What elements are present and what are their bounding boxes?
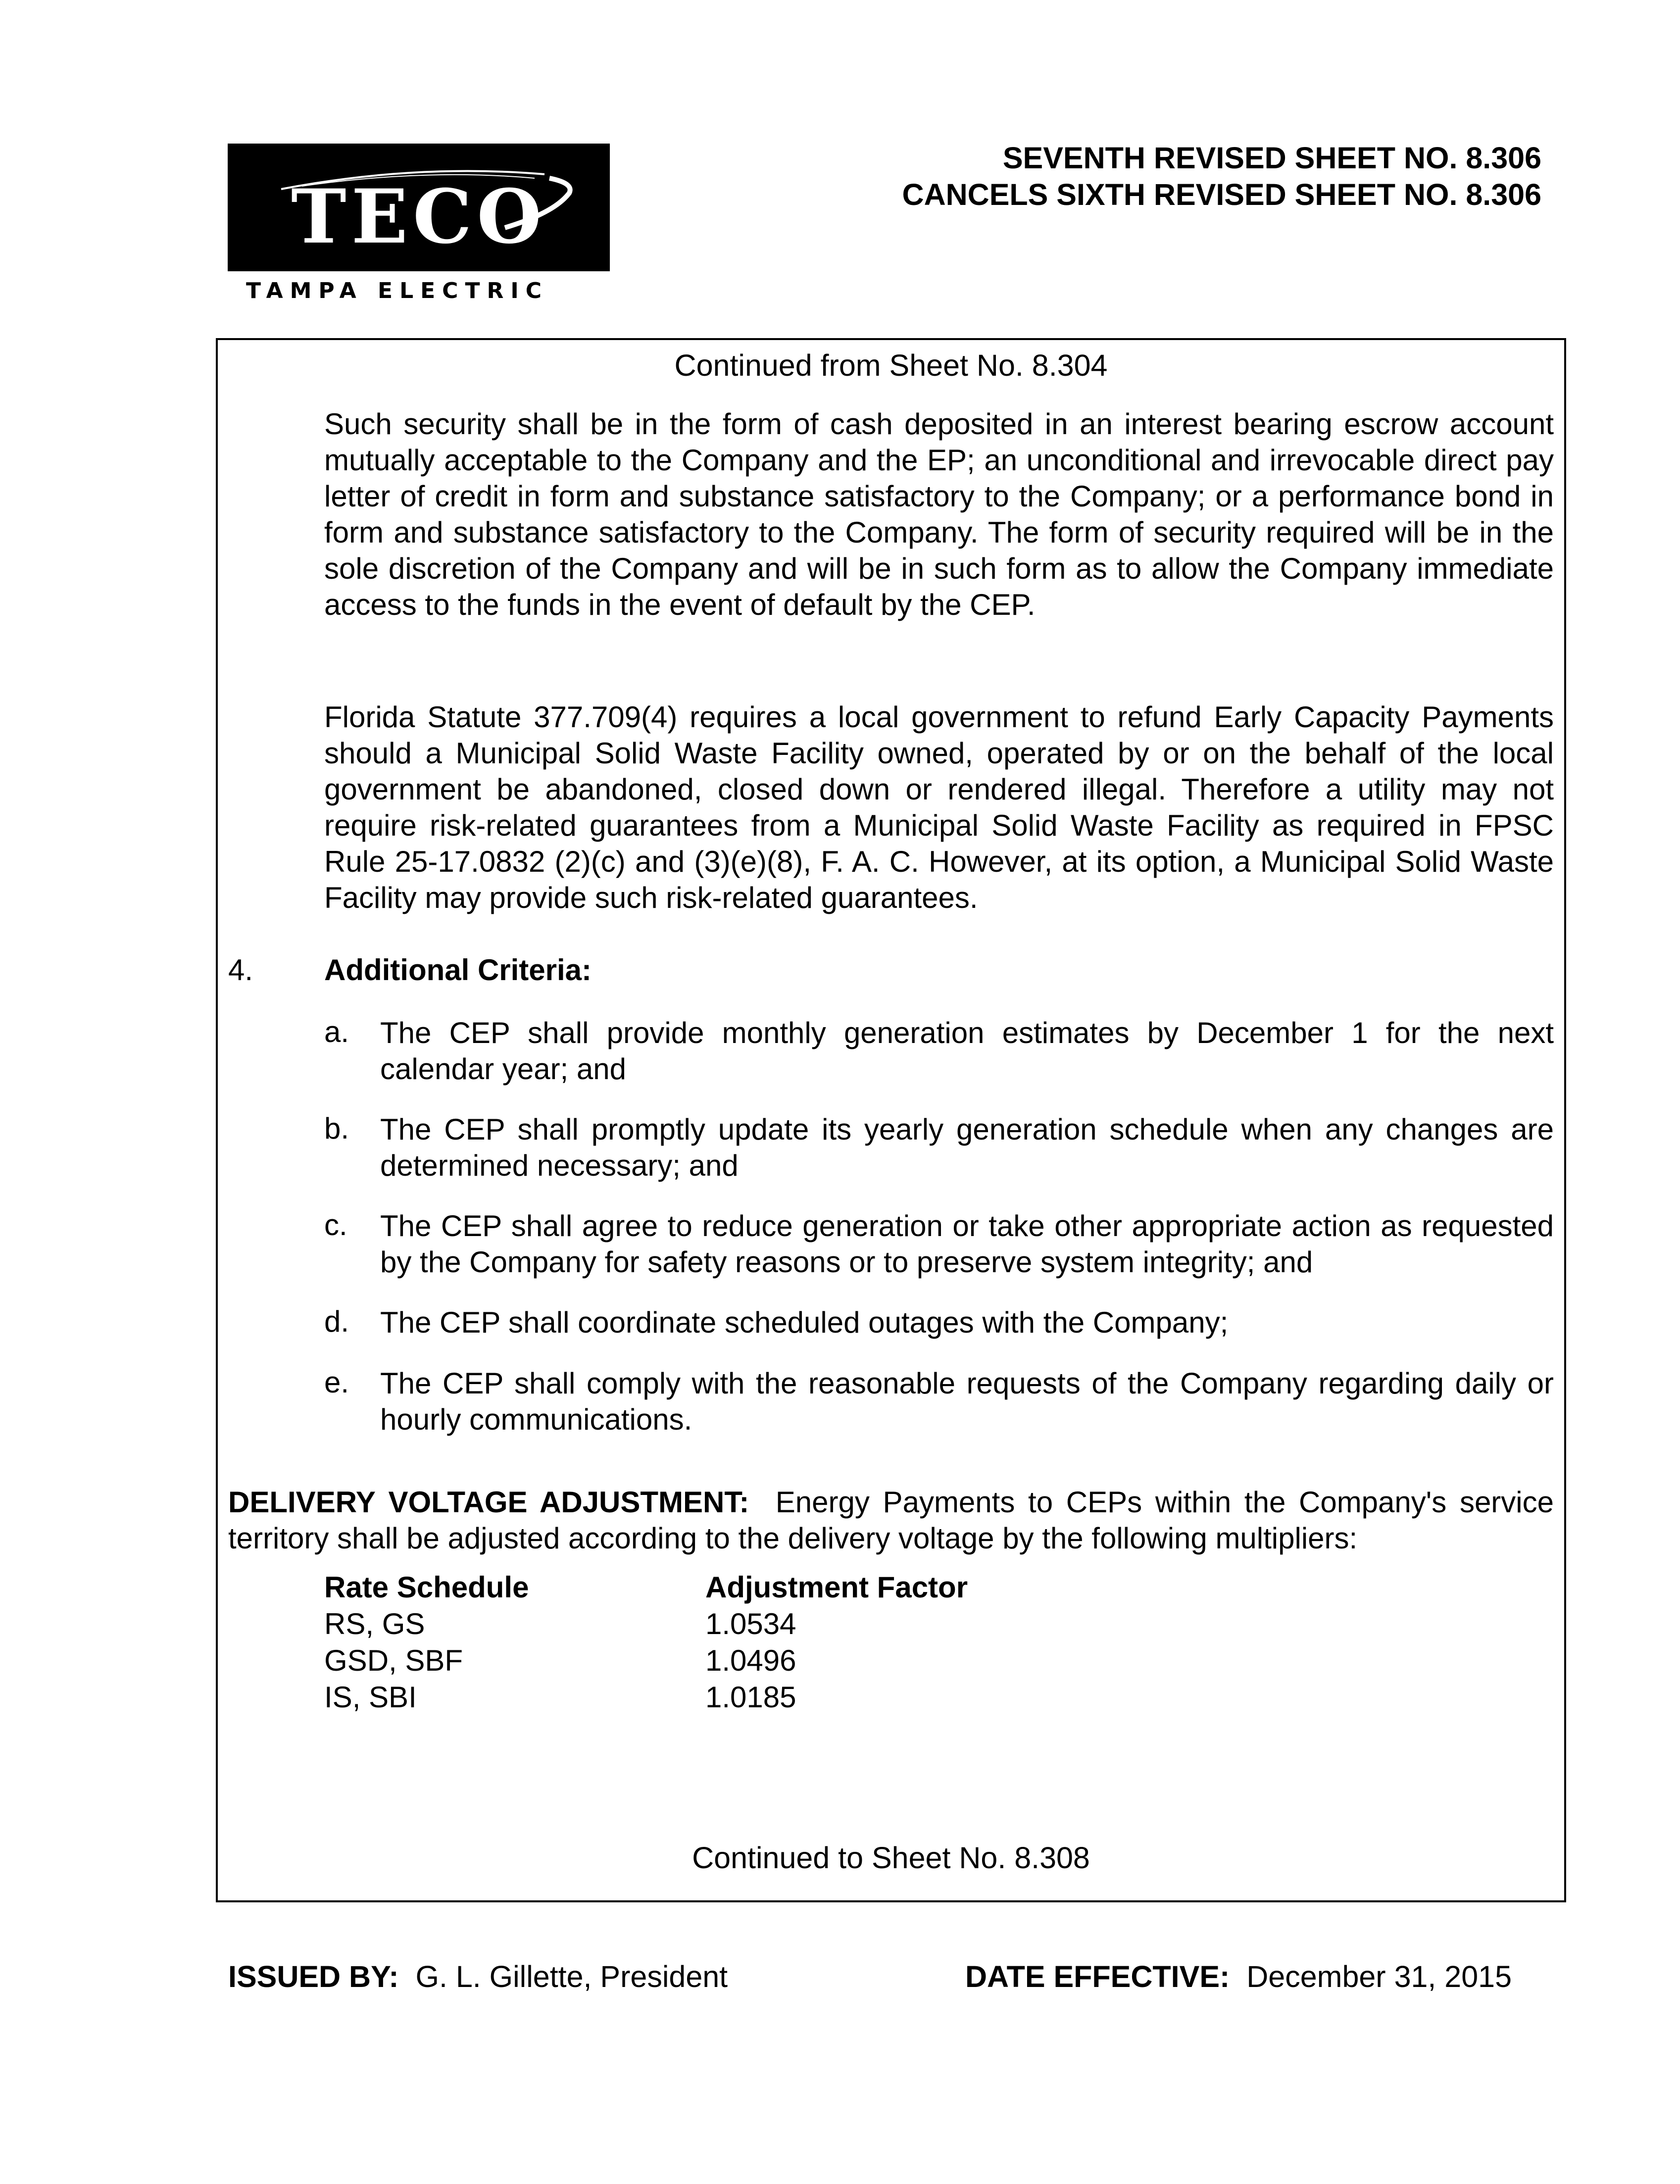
table-cell-rate: RS, GS (324, 1607, 425, 1640)
sheet-number: SEVENTH REVISED SHEET NO. 8.306 (1002, 141, 1541, 175)
issued-by (228, 1959, 728, 1994)
table-header-rate-schedule: Rate Schedule (324, 1571, 529, 1604)
list-item: The CEP shall agree to reduce generation or take other appropriate action as requested by the Company for safety reasons or to preserve system integrity; and (380, 1209, 1554, 1279)
section-number: 4. (228, 953, 253, 987)
table-cell-factor: 1.0496 (705, 1644, 796, 1677)
issued-by-label: ISSUED BY: (228, 1960, 399, 1993)
list-item-letter: c. (324, 1208, 347, 1241)
logo-wordmark: TECO (291, 173, 547, 260)
date-effective (965, 1959, 1512, 1994)
table-header-adjustment-factor: Adjustment Factor (705, 1571, 968, 1604)
continued-from: Continued from Sheet No. 8.304 (674, 348, 1108, 382)
date-effective-label: DATE EFFECTIVE: (965, 1960, 1230, 1993)
list-item: The CEP shall coordinate scheduled outages with the Company; (380, 1306, 1229, 1339)
delivery-voltage-paragraph (228, 1484, 1554, 1556)
delivery-heading: DELIVERY VOLTAGE ADJUSTMENT: (228, 1486, 749, 1519)
table-cell-factor: 1.0185 (705, 1681, 796, 1714)
continued-to: Continued to Sheet No. 8.308 (692, 1841, 1090, 1875)
list-item: The CEP shall promptly update its yearly generation schedule when any changes are determined necessary; and (380, 1113, 1554, 1182)
cancels-sheet: CANCELS SIXTH REVISED SHEET NO. 8.306 (902, 178, 1541, 211)
date-effective-value: December 31, 2015 (1246, 1960, 1512, 1993)
list-item-letter: e. (324, 1366, 349, 1399)
delivery-text: Energy Payments to CEPs within the Company's service territory shall be adjusted according to the delivery voltage by the following multipliers: (228, 1486, 1554, 1555)
table-cell-rate: IS, SBI (324, 1681, 417, 1714)
security-paragraph: Such security shall be in the form of cash deposited in an interest bearing escrow account mutually acceptable to the Company and the EP; an unconditional and irrevocable direct pay letter of credit in form and substance satisfactory to the Company; or a performance bond in form and substance satisfactory to the Company. The form of security required will be in the sole discretion of the Company and will be in such form as to allow the Company immediate access to the funds in the event of default by the CEP. (324, 407, 1554, 621)
list-item-letter: d. (324, 1305, 349, 1338)
company-name: TAMPA ELECTRIC (246, 278, 549, 303)
statute-paragraph: Florida Statute 377.709(4) requires a local government to refund Early Capacity Payments should a Municipal Solid Waste Facility owned, operated by or on the behalf of the local government be abandoned, closed down or rendered illegal. Therefore a utility may not require risk-related guarantees from a Municipal Solid Waste Facility as required in FPSC Rule 25-17.0832 (2)(c) and (3)(e)(8), F. A. C. However, at its option, a Municipal Solid Waste Facility may provide such risk-related guarantees. (324, 700, 1554, 914)
sheet-header (902, 140, 1541, 213)
list-item-letter: b. (324, 1112, 349, 1145)
issued-by-value: G. L. Gillette, President (415, 1960, 728, 1993)
table-cell-factor: 1.0534 (705, 1607, 796, 1640)
list-item-letter: a. (324, 1015, 349, 1048)
teco-logo (228, 144, 610, 271)
table-cell-rate: GSD, SBF (324, 1644, 463, 1677)
list-item: The CEP shall comply with the reasonable requests of the Company regarding daily or hourly communications. (380, 1367, 1554, 1436)
section-title: Additional Criteria: (324, 953, 592, 987)
list-item: The CEP shall provide monthly generation estimates by December 1 for the next calendar year; and (380, 1016, 1554, 1086)
